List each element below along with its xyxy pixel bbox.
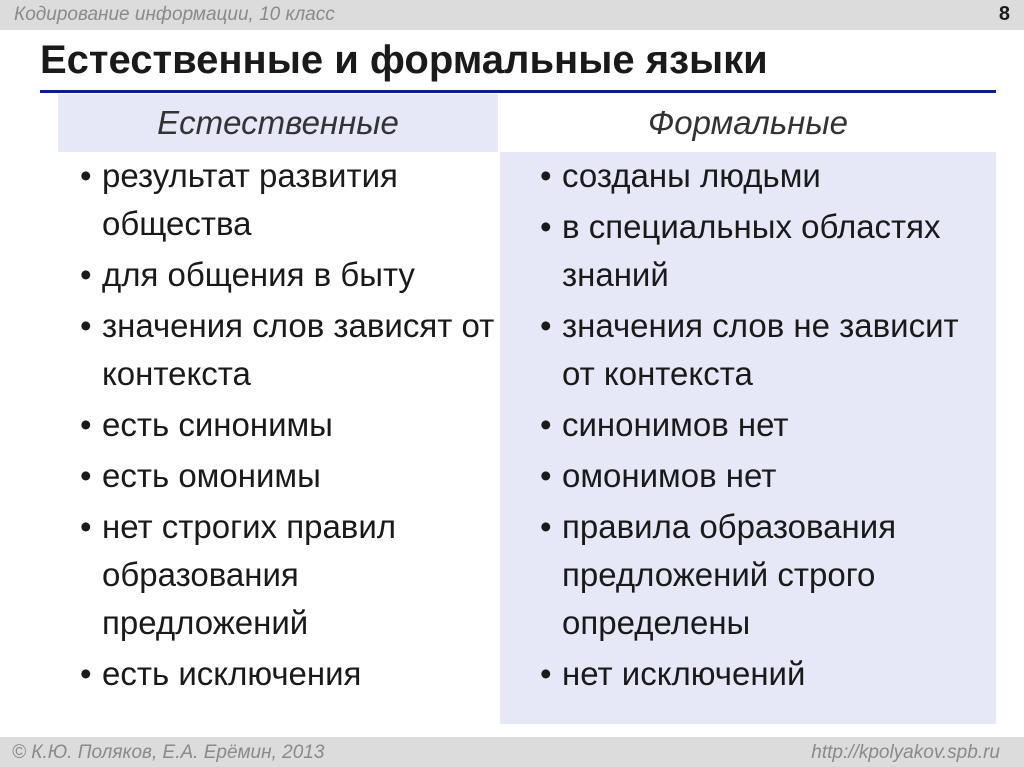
- bullet-icon: •: [80, 256, 92, 293]
- bullet-icon: •: [540, 157, 552, 194]
- list-item: • есть синонимы: [80, 401, 500, 449]
- list-item: • есть омонимы: [80, 452, 500, 500]
- natural-column-heading: Естественные: [58, 94, 498, 152]
- bullet-icon: •: [540, 508, 552, 545]
- list-item: • есть исключения: [80, 650, 500, 698]
- bullet-icon: •: [80, 307, 92, 344]
- list-item: • нет исключений: [540, 650, 990, 698]
- list-item: • омонимов нет: [540, 452, 990, 500]
- authors-credit: © К.Ю. Поляков, Е.А. Ерёмин, 2013: [12, 742, 325, 763]
- formal-column-heading: Формальные: [648, 104, 848, 141]
- list-item: • правила образования предложений строго определены: [540, 503, 990, 647]
- bullet-icon: •: [540, 406, 552, 443]
- list-item: • созданы людьми: [540, 152, 990, 200]
- footer-bar: [0, 737, 1024, 767]
- page-number: 8: [998, 3, 1010, 25]
- list-item: • нет строгих правил образования предложений: [80, 503, 500, 647]
- bullet-icon: •: [540, 655, 552, 692]
- bullet-icon: •: [80, 508, 92, 545]
- natural-features-list: [80, 152, 500, 701]
- bullet-icon: •: [540, 307, 552, 344]
- course-label: Кодирование информации, 10 класс: [14, 4, 335, 25]
- list-item: • в специальных областях знаний: [540, 203, 990, 299]
- bullet-icon: •: [80, 406, 92, 443]
- bullet-icon: •: [80, 157, 92, 194]
- list-item: • значения слов не зависит от контекста: [540, 302, 990, 398]
- header-bar: [0, 0, 1024, 30]
- slide-title: Естественные и формальные языки: [40, 38, 768, 82]
- list-item: • значения слов зависят от контекста: [80, 302, 500, 398]
- list-item: • для общения в быту: [80, 251, 500, 299]
- list-item: • результат развития общества: [80, 152, 500, 248]
- bullet-icon: •: [540, 208, 552, 245]
- bullet-icon: •: [80, 457, 92, 494]
- title-underline: [40, 90, 996, 93]
- site-link[interactable]: http://kpolyakov.spb.ru: [811, 742, 1000, 763]
- list-item: • синонимов нет: [540, 401, 990, 449]
- bullet-icon: •: [80, 655, 92, 692]
- bullet-icon: •: [540, 457, 552, 494]
- formal-features-list: [540, 152, 990, 701]
